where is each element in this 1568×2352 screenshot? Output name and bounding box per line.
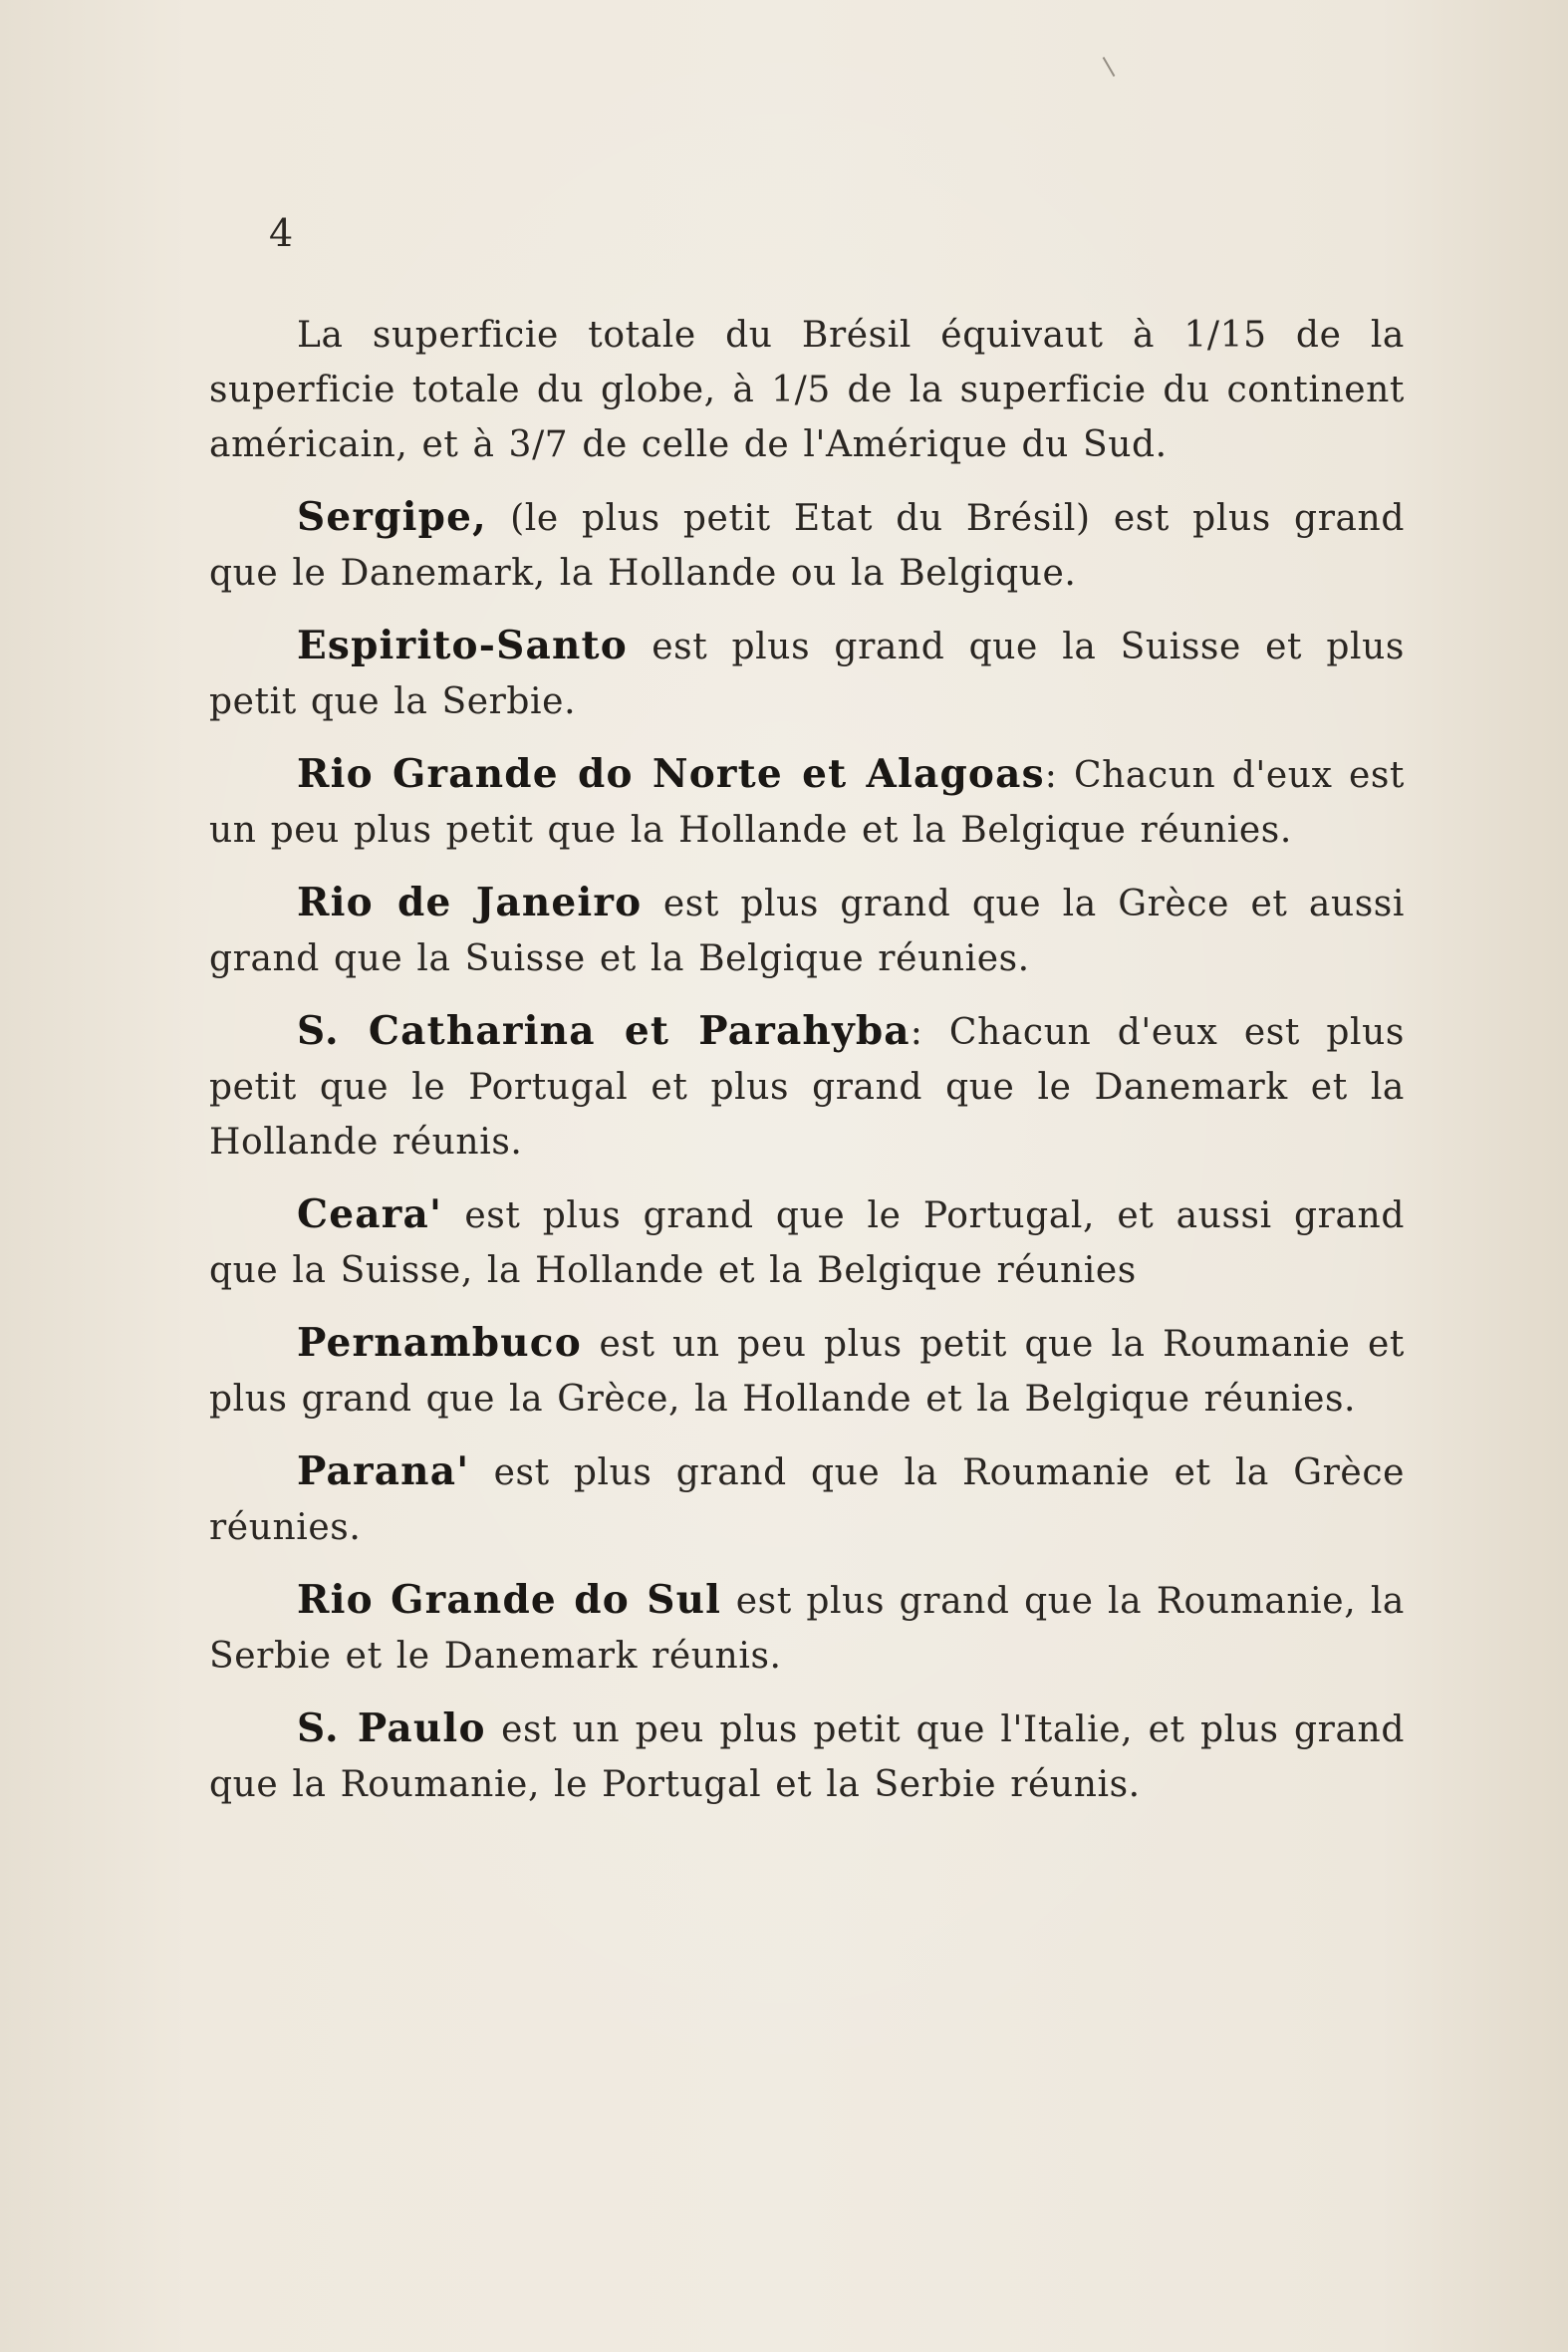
paragraph-text: est plus grand que la Roumanie, la Serbie et le Danemark réunis. [209, 1581, 1405, 1677]
paragraph-text: est plus grand que la Roumanie et la Grèce réunies. [209, 1452, 1405, 1548]
paragraph-text: La superficie totale du Brésil équivaut à 1/15 de la superficie totale du globe, à 1/5 de la superficie du continent américain, et à 3/7 de celle de l'Amérique du Sud. [209, 315, 1405, 465]
paragraph-s-catharina [209, 1004, 1405, 1170]
stray-mark [1103, 57, 1116, 77]
paragraph-s-paulo [209, 1701, 1405, 1812]
paragraph-text: (le plus petit Etat du Brésil) est plus grand que le Danemark, la Hollande ou la Belgique. [209, 498, 1405, 594]
paragraph-name: Parana' [297, 1448, 470, 1494]
paragraph-espirito-santo [209, 619, 1405, 729]
paragraph-name: S. Catharina et Parahyba [297, 1008, 911, 1054]
paragraph-superficie [209, 307, 1405, 472]
text-block [209, 307, 1405, 1830]
paragraph-text: est un peu plus petit que l'Italie, et plus grand que la Roumanie, le Portugal et la Serbie réunis. [209, 1709, 1405, 1805]
paragraph-name: S. Paulo [297, 1705, 486, 1751]
paragraph-name: Rio de Janeiro [297, 880, 643, 925]
paragraph-rio-de-janeiro [209, 876, 1405, 986]
paragraph-name: Espirito-Santo [297, 623, 628, 668]
paragraph-name: Sergipe, [297, 494, 487, 540]
paragraph-ceara [209, 1187, 1405, 1298]
paragraph-sergipe [209, 490, 1405, 601]
paragraph-name: Rio Grande do Norte et Alagoas [297, 751, 1045, 797]
paragraph-rio-grande-do-norte [209, 747, 1405, 858]
paragraph-pernambuco [209, 1316, 1405, 1427]
paragraph-parana [209, 1444, 1405, 1555]
paragraph-text: est plus grand que la Suisse et plus petit que la Serbie. [209, 627, 1405, 722]
paragraph-text: est un peu plus petit que la Roumanie et plus grand que la Grèce, la Hollande et la Belgique réunies. [209, 1324, 1405, 1420]
page-number: 4 [269, 211, 294, 255]
paragraph-text: : Chacun d'eux est un peu plus petit que la Hollande et la Belgique réunies. [209, 755, 1405, 851]
paragraph-text: est plus grand que le Portugal, et aussi grand que la Suisse, la Hollande et la Belgique réunies [209, 1195, 1405, 1291]
paragraph-rio-grande-do-sul [209, 1573, 1405, 1684]
paragraph-text: est plus grand que la Grèce et aussi grand que la Suisse et la Belgique réunies. [209, 884, 1405, 979]
paragraph-name: Pernambuco [297, 1320, 582, 1366]
paragraph-name: Ceara' [297, 1191, 443, 1237]
paragraph-name: Rio Grande do Sul [297, 1577, 722, 1623]
paragraph-text: : Chacun d'eux est plus petit que le Portugal et plus grand que le Danemark et la Hollande réunis. [209, 1012, 1405, 1163]
